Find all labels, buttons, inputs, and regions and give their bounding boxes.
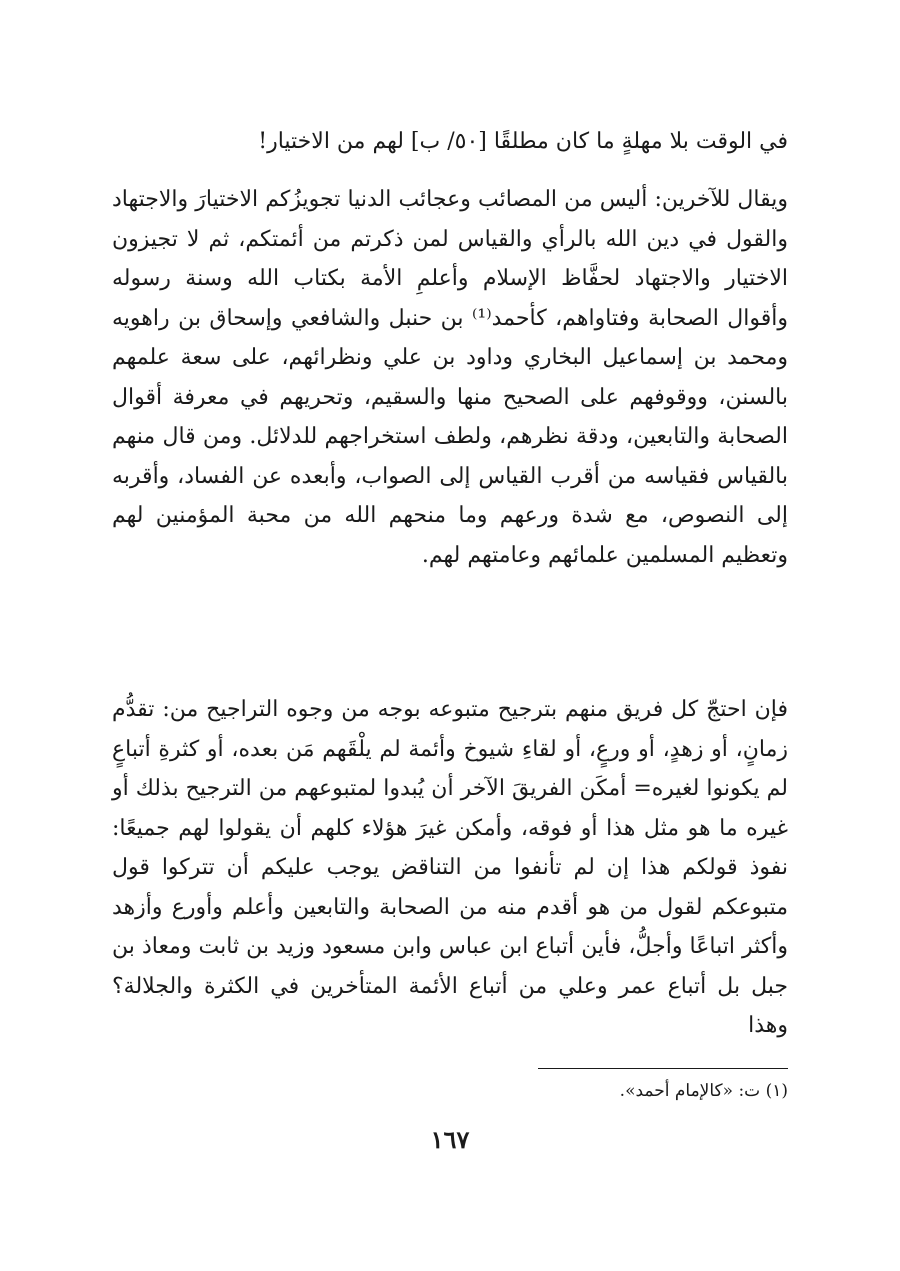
footnote-divider [538,1068,788,1069]
footnote: (١) ت: «كالإمام أحمد». [619,1081,788,1101]
paragraph-1: في الوقت بلا مهلةٍ ما كان مطلقًا [٥٠/ ب] لهم من الاختيار! [258,129,788,154]
paragraph-3: فإن احتجّ كل فريق منهم بترجيح متبوعه بوجه من وجوه التراجيح من: تقدُّم زمانٍ، أو زهدٍ، أو ورعٍ، أو لقاءِ شيوخ وأئمة لم يلْقَهم مَن بعده، أو كثرةِ أتباعٍ لم يكونوا لغيره= أمكَن الفريقَ الآخر أن يُبدوا لمتبوعهم من الترجيح بذلك أو غيره ما هو مثل هذا أو فوقه، وأمكن غيرَ هؤلاء كلهم أن يقولوا لهم جميعًا: نفوذ قولكم هذا إن لم تأنفوا من التناقض يوجب عليكم أن تتركوا قول متبوعكم لقول من هو أقدم منه من الصحابة والتابعين وأعلم وأورع وأزهد وأكثر اتباعًا وأجلُّ، فأين أتباع ابن عباس وابن مسعود وزيد بن ثابت ومعاذ بن جبل بل أتباع عمر وعلي من أتباع الأئمة المتأخرين في الكثرة والجلالة؟ وهذا [112,697,788,1038]
page-number: ١٦٧ [430,1125,470,1154]
paragraph-2: ويقال للآخرين: أليس من المصائب وعجائب الدنيا تجويزُكم الاختيارَ والاجتهاد والقول في دين الله بالرأي والقياس لمن ذكرتم من أئمتكم، ثم لا تجيزون الاختيار والاجتهاد لحفَّاظ الإسلام وأعلمِ الأمة بكتاب الله وسنة رسوله وأقوال الصحابة وفتاواهم، كأحمد⁽¹⁾ بن حنبل والشافعي وإسحاق بن راهويه ومحمد بن إسماعيل البخاري وداود بن علي ونظرائهم، على سعة علمهم بالسنن، ووقوفهم على الصحيح منها والسقيم، وتحريهم في معرفة أقوال الصحابة والتابعين، ودقة نظرهم، ولطف استخراجهم للدلائل. ومن قال منهم بالقياس فقياسه من أقرب القياس إلى الصواب، وأبعده عن الفساد، وأقربه إلى النصوص، مع شدة ورعهم وما منحهم الله من محبة المؤمنين لهم وتعظيم المسلمين علمائهم وعامتهم لهم. [112,187,789,568]
